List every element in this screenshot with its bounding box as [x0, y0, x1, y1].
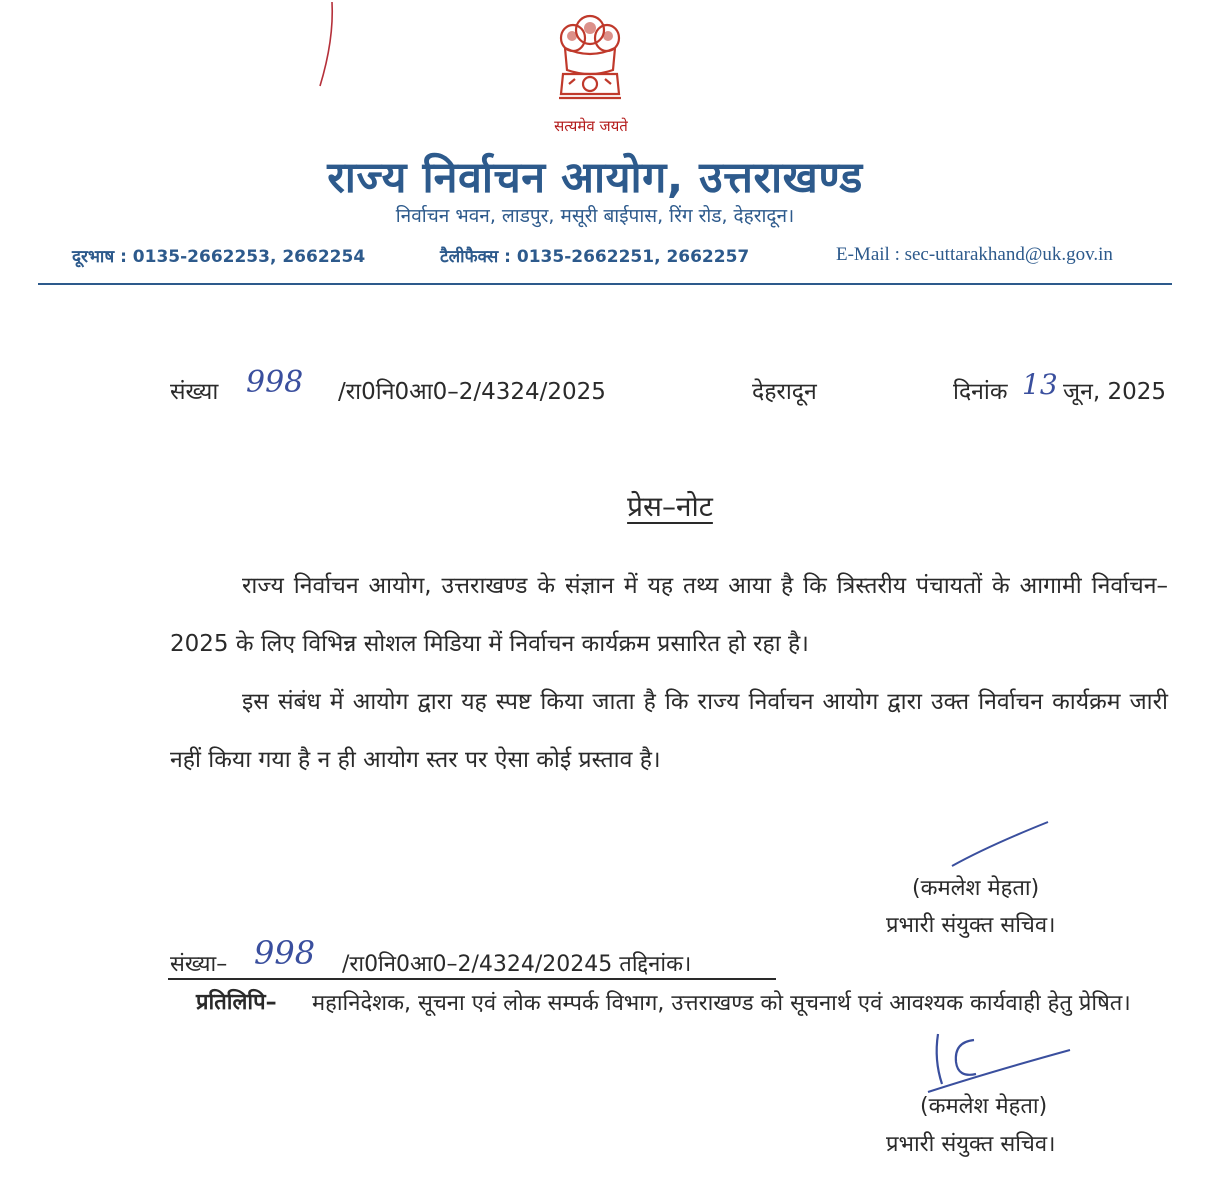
pratilipi-text: महानिदेशक, सूचना एवं लोक सम्पर्क विभाग, उत्तराखण्ड को सूचनार्थ एवं आवश्यक कार्यवाही हेतु प्रेषित।	[312, 991, 1131, 1016]
signatory-designation: प्रभारी संयुक्त सचिव।	[886, 1132, 1056, 1157]
signatory-name: (कमलेश मेहता)	[920, 1094, 1048, 1119]
copy-reference-label: संख्या–	[170, 952, 228, 977]
reference-label: संख्या	[170, 379, 219, 405]
document-heading: प्रेस–नोट	[627, 490, 713, 523]
reference-code: /रा0नि0आ0–2/4324/2025	[338, 379, 606, 405]
body-paragraph: राज्य निर्वाचन आयोग, उत्तराखण्ड के संज्ञान में यह तथ्य आया है कि त्रिस्तरीय पंचायतों के आगामी निर्वाचन–2025 के लिए विभिन्न सोशल मिडिया में निर्वाचन कार्यक्रम प्रसारित हो रहा है।	[170, 573, 1168, 657]
reference-handwritten-number: 998	[246, 365, 304, 400]
date-label: दिनांक	[953, 379, 1008, 405]
date-month-year: जून, 2025	[1063, 379, 1166, 405]
pen-mark	[312, 0, 342, 90]
date-handwritten-day: 13	[1022, 368, 1058, 401]
emblem-motto: सत्यमेव जयते	[554, 117, 628, 135]
copy-reference-code: /रा0नि0आ0–2/4324/20245 तद्दिनांक।	[342, 952, 692, 977]
copy-handwritten-number: 998	[254, 934, 316, 972]
email-address: E-Mail : sec-uttarakhand@uk.gov.in	[836, 244, 1113, 265]
body-paragraph: इस संबंध में आयोग द्वारा यह स्पष्ट किया जाता है कि राज्य निर्वाचन आयोग द्वारा उक्त निर्वाचन कार्यक्रम जारी नहीं किया गया है न ही आयोग स्तर पर ऐसा कोई प्रस्ताव है।	[170, 689, 1168, 773]
letterhead-divider	[38, 283, 1172, 285]
fax-number: टैलीफैक्स : 0135-2662251, 2662257	[440, 247, 750, 267]
national-emblem-icon	[545, 8, 635, 118]
phone-number: दूरभाष : 0135-2662253, 2662254	[72, 247, 366, 267]
organization-address: निर्वाचन भवन, लाडपुर, मसूरी बाईपास, रिंग रोड, देहरादून।	[395, 205, 795, 227]
copy-reference-underline	[168, 978, 776, 980]
place: देहरादून	[752, 379, 817, 405]
pratilipi-label: प्रतिलिपि–	[196, 990, 277, 1015]
signatory-designation: प्रभारी संयुक्त सचिव।	[886, 913, 1056, 938]
organization-title: राज्य निर्वाचन आयोग, उत्तराखण्ड	[327, 153, 863, 203]
signatory-name: (कमलेश मेहता)	[912, 876, 1040, 901]
signature-stroke-1	[948, 818, 1058, 870]
